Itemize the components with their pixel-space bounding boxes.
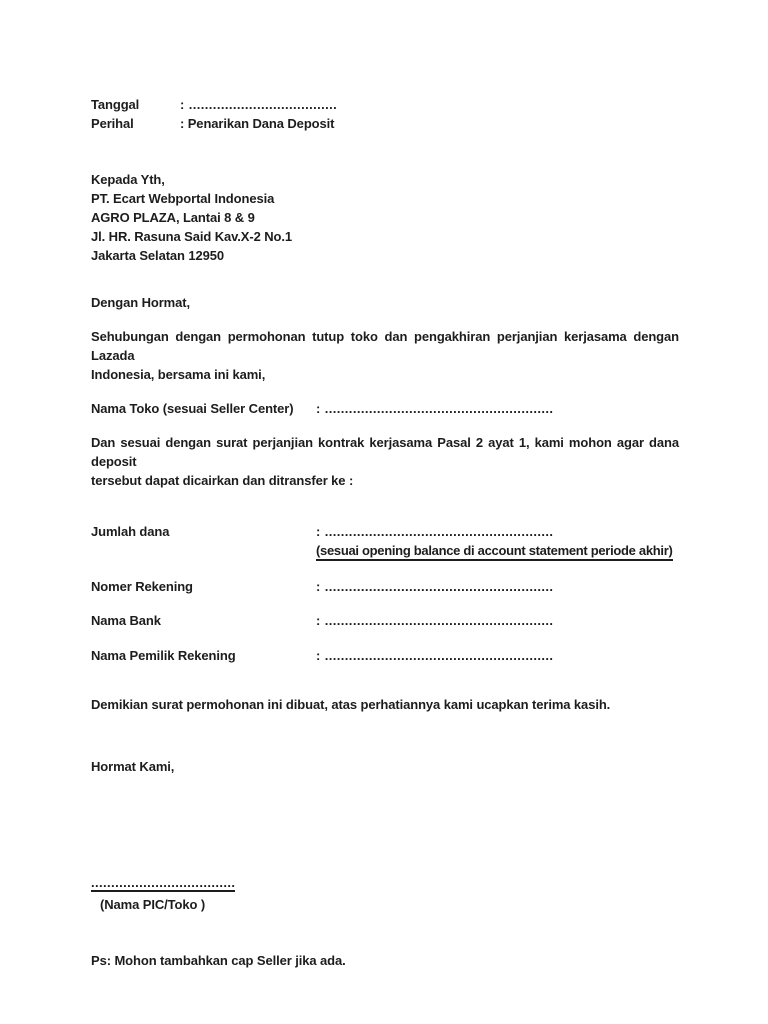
signature-line: .................................... [91,875,236,890]
perihal-row [91,114,679,133]
tanggal-label: Tanggal [91,97,140,112]
recipient-line: AGRO PLAZA, Lantai 8 & 9 [91,210,255,225]
nama-bank-label: Nama Bank [91,613,161,628]
paragraph-line: tersebut dapat dicairkan dan ditransfer ke : [91,473,354,488]
paragraph-2 [91,433,679,490]
signature-name: (Nama PIC/Toko ) [100,897,206,912]
recipient-line: PT. Ecart Webportal Indonesia [91,191,275,206]
nama-pemilik-rekening-value: : ......................................................... [316,648,554,663]
recipient-line: Jl. HR. Rasuna Said Kav.X-2 No.1 [91,229,293,244]
nomer-rekening-label: Nomer Rekening [91,579,193,594]
jumlah-dana-label: Jumlah dana [91,524,170,539]
letter-content [91,95,679,970]
salutation: Dengan Hormat, [91,295,191,310]
tanggal-value: : ..................................... [180,97,338,112]
jumlah-dana-note: (sesuai opening balance di account statement periode akhir) [316,542,673,561]
recipient-line: Jakarta Selatan 12950 [91,248,225,263]
jumlah-dana-value: : ......................................................... [316,524,554,539]
nama-bank-row [91,611,679,630]
nama-toko-value: : ......................................................... [316,401,554,416]
nama-toko-row [91,399,679,418]
signature-block [91,873,679,914]
jumlah-dana-value-group [316,522,673,561]
closing-sentence: Demikian surat permohonan ini dibuat, atas perhatiannya kami ucapkan terima kasih. [91,697,611,712]
perihal-label: Perihal [91,116,134,131]
nomer-rekening-value: : ......................................................... [316,579,554,594]
nomer-rekening-row [91,577,679,596]
signoff: Hormat Kami, [91,759,175,774]
recipient-line: Kepada Yth, [91,172,165,187]
paragraph-line: Indonesia, bersama ini kami, [91,367,266,382]
recipient-block [91,170,679,265]
paragraph-1 [91,327,679,384]
jumlah-dana-row [91,522,679,561]
nama-pemilik-rekening-row [91,646,679,665]
nama-bank-value: : ......................................................... [316,613,554,628]
nama-toko-label: Nama Toko (sesuai Seller Center) [91,401,294,416]
paragraph-line: Dan sesuai dengan surat perjanjian kontrak kerjasama Pasal 2 ayat 1, kami mohon agar dana deposit [91,435,679,469]
postscript: Ps: Mohon tambahkan cap Seller jika ada. [91,953,346,968]
paragraph-line: Sehubungan dengan permohonan tutup toko dan pengakhiran perjanjian kerjasama dengan Lazada [91,329,679,363]
perihal-value: : Penarikan Dana Deposit [180,116,335,131]
tanggal-row [91,95,679,114]
nama-pemilik-rekening-label: Nama Pemilik Rekening [91,648,236,663]
